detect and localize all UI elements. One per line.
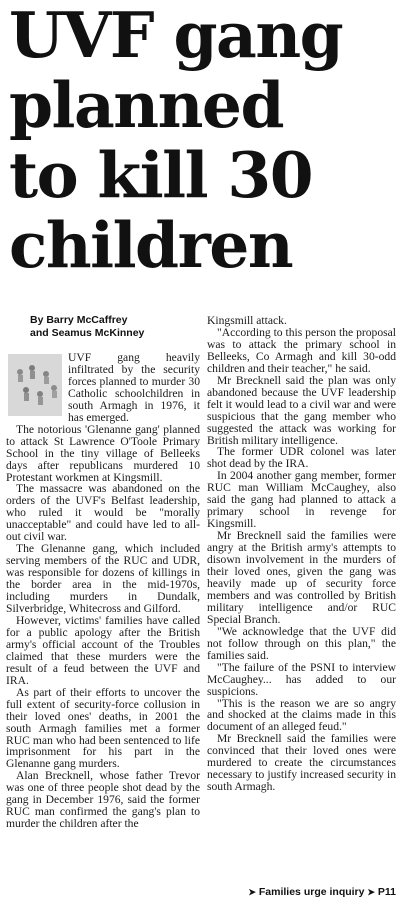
column-1-paragraph: UVF gang heavily infiltrated by the security forces planned to murder 30 Catholic schoolchildren in south Armagh in 1976, it has emerged. xyxy=(68,351,200,424)
column-2-paragraph: "This is the reason we are so angry and shocked at the claims made in this document of an alleged feud." xyxy=(207,696,396,734)
column-2-paragraph: "We acknowledge that the UVF did not follow through on this plan," the families said. xyxy=(207,624,396,662)
column-1-paragraph: Alan Brecknell, whose father Trevor was one of three people shot dead by the gang in December 1976, said the former RUC man confirmed the gang's plan to murder the children after the xyxy=(6,769,200,831)
column-2-paragraph: Mr Brecknell said the families were angry at the British army's attempts to disown involvement in the murders of their loved ones, given the gang was heavily made up of security force members and was controlled by British military intelligence and/or RUC Special Branch. xyxy=(207,529,396,626)
page-reference-label: Families urge inquiry xyxy=(258,886,365,898)
page-reference xyxy=(212,886,396,898)
column-2-paragraph: Mr Brecknell said the families were convinced that their loved ones were murdered to create the circumstances necessary to justify increased security in south Armagh. xyxy=(207,732,396,794)
column-1-paragraph: The notorious 'Glenanne gang' planned to attack St Lawrence O'Toole Primary School in the tiny village of Belleeks days after republicans murdered 10 Protestant workmen at Kingsmill. xyxy=(6,422,200,484)
column-1-paragraph: The massacre was abandoned on the orders of the UVF's Belfast leadership, who ruled it would be "morally unacceptable" and could have led to all-out civil war. xyxy=(6,482,200,544)
headline xyxy=(9,0,399,280)
arrow-right-icon: ➤ xyxy=(248,887,256,897)
headline-line-3: to kill 30 xyxy=(9,138,313,212)
page-reference-number: P11 xyxy=(377,886,396,898)
article-column-1 xyxy=(6,352,200,830)
column-2-paragraph: The former UDR colonel was later shot dead by the IRA. xyxy=(207,445,396,471)
column-2-paragraph: Mr Brecknell said the plan was only abandoned because the UVF leadership felt it would lead to a civil war and were suspicious that the gang member who suggested the attack was working for British military intelligence. xyxy=(207,373,396,447)
article-photo xyxy=(8,354,62,416)
column-1-paragraph: The Glenanne gang, which included serving members of the RUC and UDR, was responsible for dozens of killings in the border area in the mid-1970s, including murders in Dundalk, Silverbridge, Whitecross and Gilford. xyxy=(6,542,200,616)
byline-author-2: and Seamus McKinney xyxy=(30,327,145,339)
headline-line-2: planned xyxy=(9,68,284,142)
column-1-paragraph: However, victims' families have called for a public apology after the British army's official account of the Troubles claimed that these murders were the result of a feud between the UVF and IRA. xyxy=(6,613,200,687)
headline-line-4: children xyxy=(9,208,293,282)
column-2-paragraph: Kingsmill attack. xyxy=(207,314,287,327)
column-2-paragraph: In 2004 another gang member, former RUC man William McCaughey, also said the gang had planned to attack a primary school in revenge for Kingsmill. xyxy=(207,469,396,531)
article-column-2 xyxy=(207,315,396,793)
arrow-right-icon: ➤ xyxy=(367,887,375,897)
headline-line-1: UVF gang xyxy=(9,0,343,72)
column-1-paragraph: As part of their efforts to uncover the full extent of security-force collusion in their loved ones' deaths, in 2001 the south Armagh families met a former RUC man who had been sentenced to life imprisonment for his part in the Glenanne gang murders. xyxy=(6,685,200,771)
byline-author-1: By Barry McCaffrey xyxy=(30,314,128,326)
column-2-paragraph: "The failure of the PSNI to interview McCaughey... has added to our suspicions. xyxy=(207,660,396,698)
column-2-paragraph: "According to this person the proposal was to attack the primary school in Belleeks, Co Armagh and kill 30-odd children and their teacher," he said. xyxy=(207,325,396,375)
byline xyxy=(30,314,200,340)
